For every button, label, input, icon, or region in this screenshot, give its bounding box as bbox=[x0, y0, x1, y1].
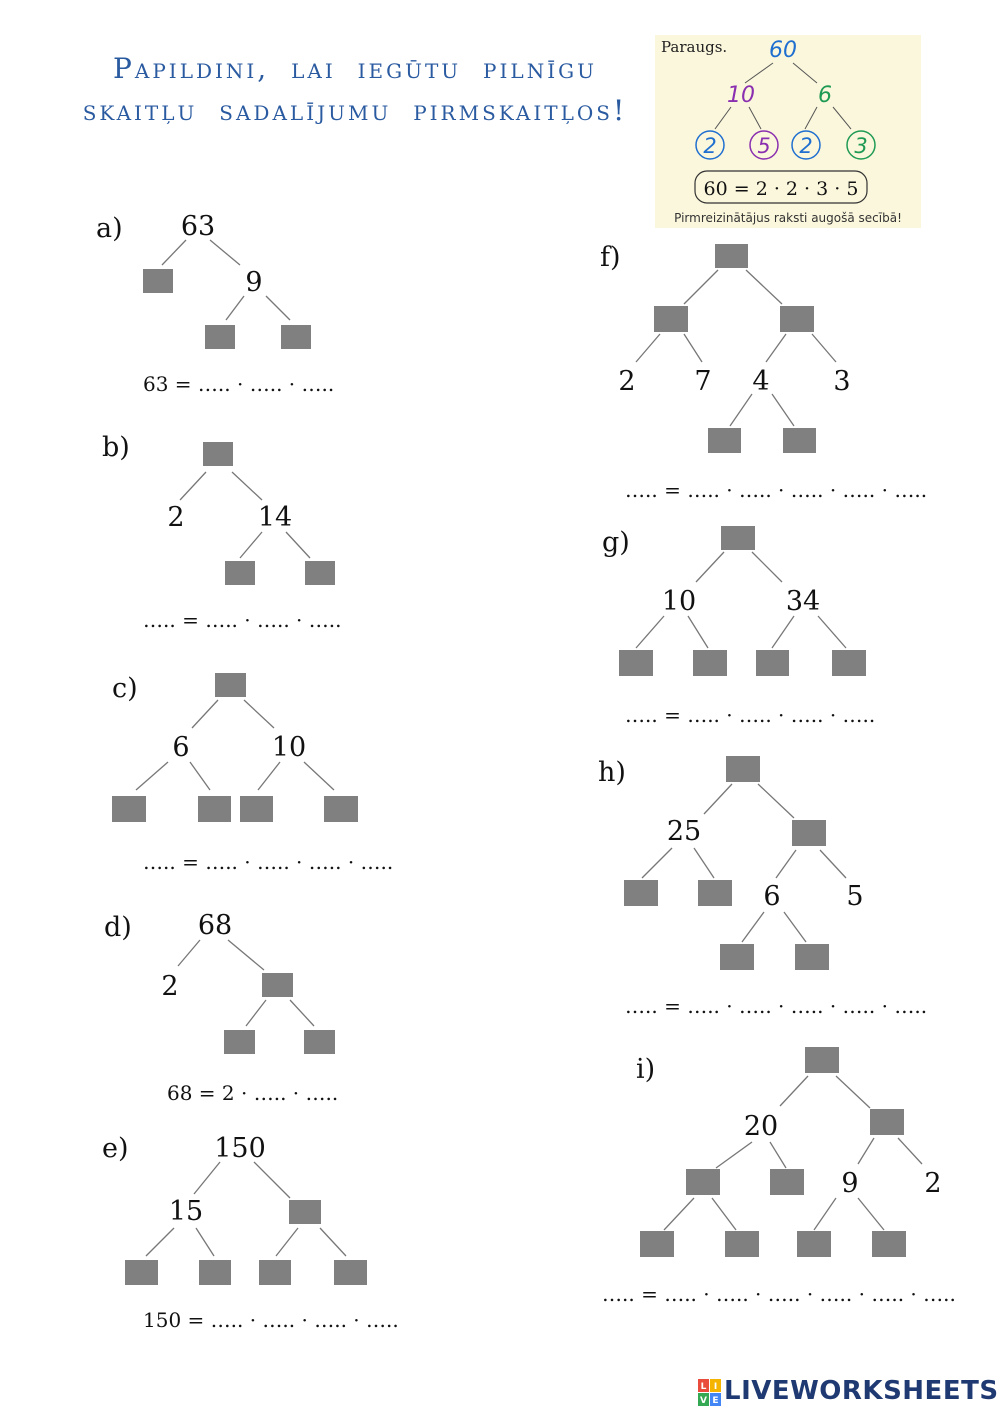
answer-box[interactable] bbox=[281, 325, 311, 349]
equation-b[interactable]: ….. = ….. · ….. · ….. bbox=[143, 608, 342, 632]
answer-box[interactable] bbox=[224, 1030, 255, 1054]
answer-box[interactable] bbox=[715, 244, 748, 268]
answer-box[interactable] bbox=[198, 796, 231, 822]
example-right: 6 bbox=[818, 83, 832, 108]
answer-box[interactable] bbox=[125, 1260, 158, 1285]
answer-box[interactable] bbox=[725, 1231, 759, 1257]
example-leaf: 2 bbox=[799, 134, 813, 158]
answer-box[interactable] bbox=[795, 944, 829, 970]
given-number: 150 bbox=[214, 1133, 266, 1164]
answer-box[interactable] bbox=[708, 428, 741, 453]
answer-box[interactable] bbox=[259, 1260, 291, 1285]
exercise-label-a: a) bbox=[96, 213, 123, 244]
answer-box[interactable] bbox=[783, 428, 816, 453]
given-number: 2 bbox=[924, 1168, 942, 1199]
answer-box[interactable] bbox=[624, 880, 658, 906]
example-root: 60 bbox=[769, 38, 797, 63]
answer-box[interactable] bbox=[756, 650, 789, 676]
answer-box[interactable] bbox=[304, 1030, 335, 1054]
answer-box[interactable] bbox=[872, 1231, 906, 1257]
exercise-label-d: d) bbox=[104, 912, 132, 943]
given-number: 10 bbox=[271, 732, 307, 763]
example-leaf: 5 bbox=[757, 134, 771, 158]
equation-f[interactable]: ….. = ….. · ….. · ….. · ….. · ….. bbox=[625, 478, 928, 502]
answer-box[interactable] bbox=[240, 796, 273, 822]
answer-box[interactable] bbox=[654, 306, 688, 332]
given-number: 9 bbox=[841, 1168, 859, 1199]
svg-text:V: V bbox=[700, 1396, 707, 1406]
given-number: 34 bbox=[785, 586, 821, 617]
example-leaf: 3 bbox=[854, 134, 868, 158]
answer-box[interactable] bbox=[199, 1260, 231, 1285]
title-line-1: Papildini, lai iegūtu pilnīgu bbox=[113, 52, 597, 85]
example-equation: 60 = 2 · 2 · 3 · 5 bbox=[703, 178, 859, 200]
exercise-label-f: f) bbox=[600, 242, 621, 273]
answer-box[interactable] bbox=[792, 820, 826, 846]
given-number: 2 bbox=[167, 502, 185, 533]
logo-text: LIVEWORKSHEETS bbox=[724, 1376, 999, 1406]
answer-box[interactable] bbox=[832, 650, 866, 676]
answer-box[interactable] bbox=[225, 561, 255, 585]
exercise-label-i: i) bbox=[636, 1054, 656, 1085]
given-number: 4 bbox=[752, 366, 770, 397]
answer-box[interactable] bbox=[770, 1169, 804, 1195]
example-label: Paraugs. bbox=[661, 38, 728, 56]
example-note: Pirmreizinātājus raksti augošā secībā! bbox=[674, 211, 902, 225]
answer-box[interactable] bbox=[112, 796, 146, 822]
equation-e[interactable]: 150 = ….. · ….. · ….. · ….. bbox=[143, 1308, 399, 1332]
equation-g[interactable]: ….. = ….. · ….. · ….. · ….. bbox=[625, 703, 876, 727]
equation-c[interactable]: ….. = ….. · ….. · ….. · ….. bbox=[143, 850, 394, 874]
answer-box[interactable] bbox=[726, 756, 760, 782]
answer-box[interactable] bbox=[698, 880, 732, 906]
exercise-label-h: h) bbox=[598, 757, 626, 788]
given-number: 6 bbox=[172, 732, 190, 763]
exercise-label-c: c) bbox=[112, 673, 138, 704]
given-number: 25 bbox=[666, 816, 702, 847]
equation-a[interactable]: 63 = ….. · ….. · ….. bbox=[143, 372, 335, 396]
answer-box[interactable] bbox=[640, 1231, 674, 1257]
answer-box[interactable] bbox=[324, 796, 358, 822]
answer-box[interactable] bbox=[805, 1047, 839, 1073]
exercise-label-e: e) bbox=[102, 1133, 129, 1164]
answer-box[interactable] bbox=[686, 1169, 720, 1195]
answer-box[interactable] bbox=[334, 1260, 367, 1285]
svg-text:L: L bbox=[700, 1382, 707, 1392]
answer-box[interactable] bbox=[262, 973, 293, 997]
example-left: 10 bbox=[727, 83, 755, 108]
given-number: 14 bbox=[257, 502, 293, 533]
answer-boxes bbox=[112, 244, 906, 1285]
answer-box[interactable] bbox=[693, 650, 727, 676]
given-number: 20 bbox=[743, 1111, 779, 1142]
given-number: 7 bbox=[694, 366, 712, 397]
answer-box[interactable] bbox=[721, 526, 755, 550]
svg-text:E: E bbox=[712, 1396, 719, 1406]
given-number: 10 bbox=[661, 586, 697, 617]
answer-box[interactable] bbox=[720, 944, 754, 970]
given-number: 63 bbox=[180, 211, 216, 242]
answer-box[interactable] bbox=[305, 561, 335, 585]
answer-box[interactable] bbox=[870, 1109, 904, 1135]
answer-box[interactable] bbox=[215, 673, 246, 697]
given-number: 68 bbox=[197, 910, 233, 941]
given-number: 5 bbox=[846, 881, 864, 912]
given-number: 9 bbox=[245, 267, 263, 298]
title-line-2: skaitļu sadalījumu pirmskaitļos! bbox=[82, 94, 628, 127]
logo-icon bbox=[698, 1379, 722, 1409]
answer-box[interactable] bbox=[619, 650, 653, 676]
svg-text:I: I bbox=[713, 1382, 718, 1392]
equation-h[interactable]: ….. = ….. · ….. · ….. · ….. · ….. bbox=[625, 994, 928, 1018]
answer-box[interactable] bbox=[205, 325, 235, 349]
given-number: 3 bbox=[833, 366, 851, 397]
answer-box[interactable] bbox=[797, 1231, 831, 1257]
exercise-label-b: b) bbox=[102, 432, 130, 463]
answer-box[interactable] bbox=[289, 1200, 321, 1224]
answer-box[interactable] bbox=[780, 306, 814, 332]
example-leaf: 2 bbox=[703, 134, 717, 158]
equation-i[interactable]: ….. = ….. · ….. · ….. · ….. · ….. · ….. bbox=[602, 1282, 956, 1306]
given-number: 2 bbox=[161, 971, 179, 1002]
liveworksheets-logo bbox=[698, 1376, 999, 1410]
exercise-label-g: g) bbox=[602, 527, 630, 558]
given-number: 2 bbox=[618, 366, 636, 397]
equation-d[interactable]: 68 = 2 · ….. · ….. bbox=[167, 1081, 339, 1105]
answer-box[interactable] bbox=[143, 269, 173, 293]
answer-box[interactable] bbox=[203, 442, 233, 466]
given-number: 6 bbox=[763, 881, 781, 912]
given-number: 15 bbox=[168, 1196, 204, 1227]
